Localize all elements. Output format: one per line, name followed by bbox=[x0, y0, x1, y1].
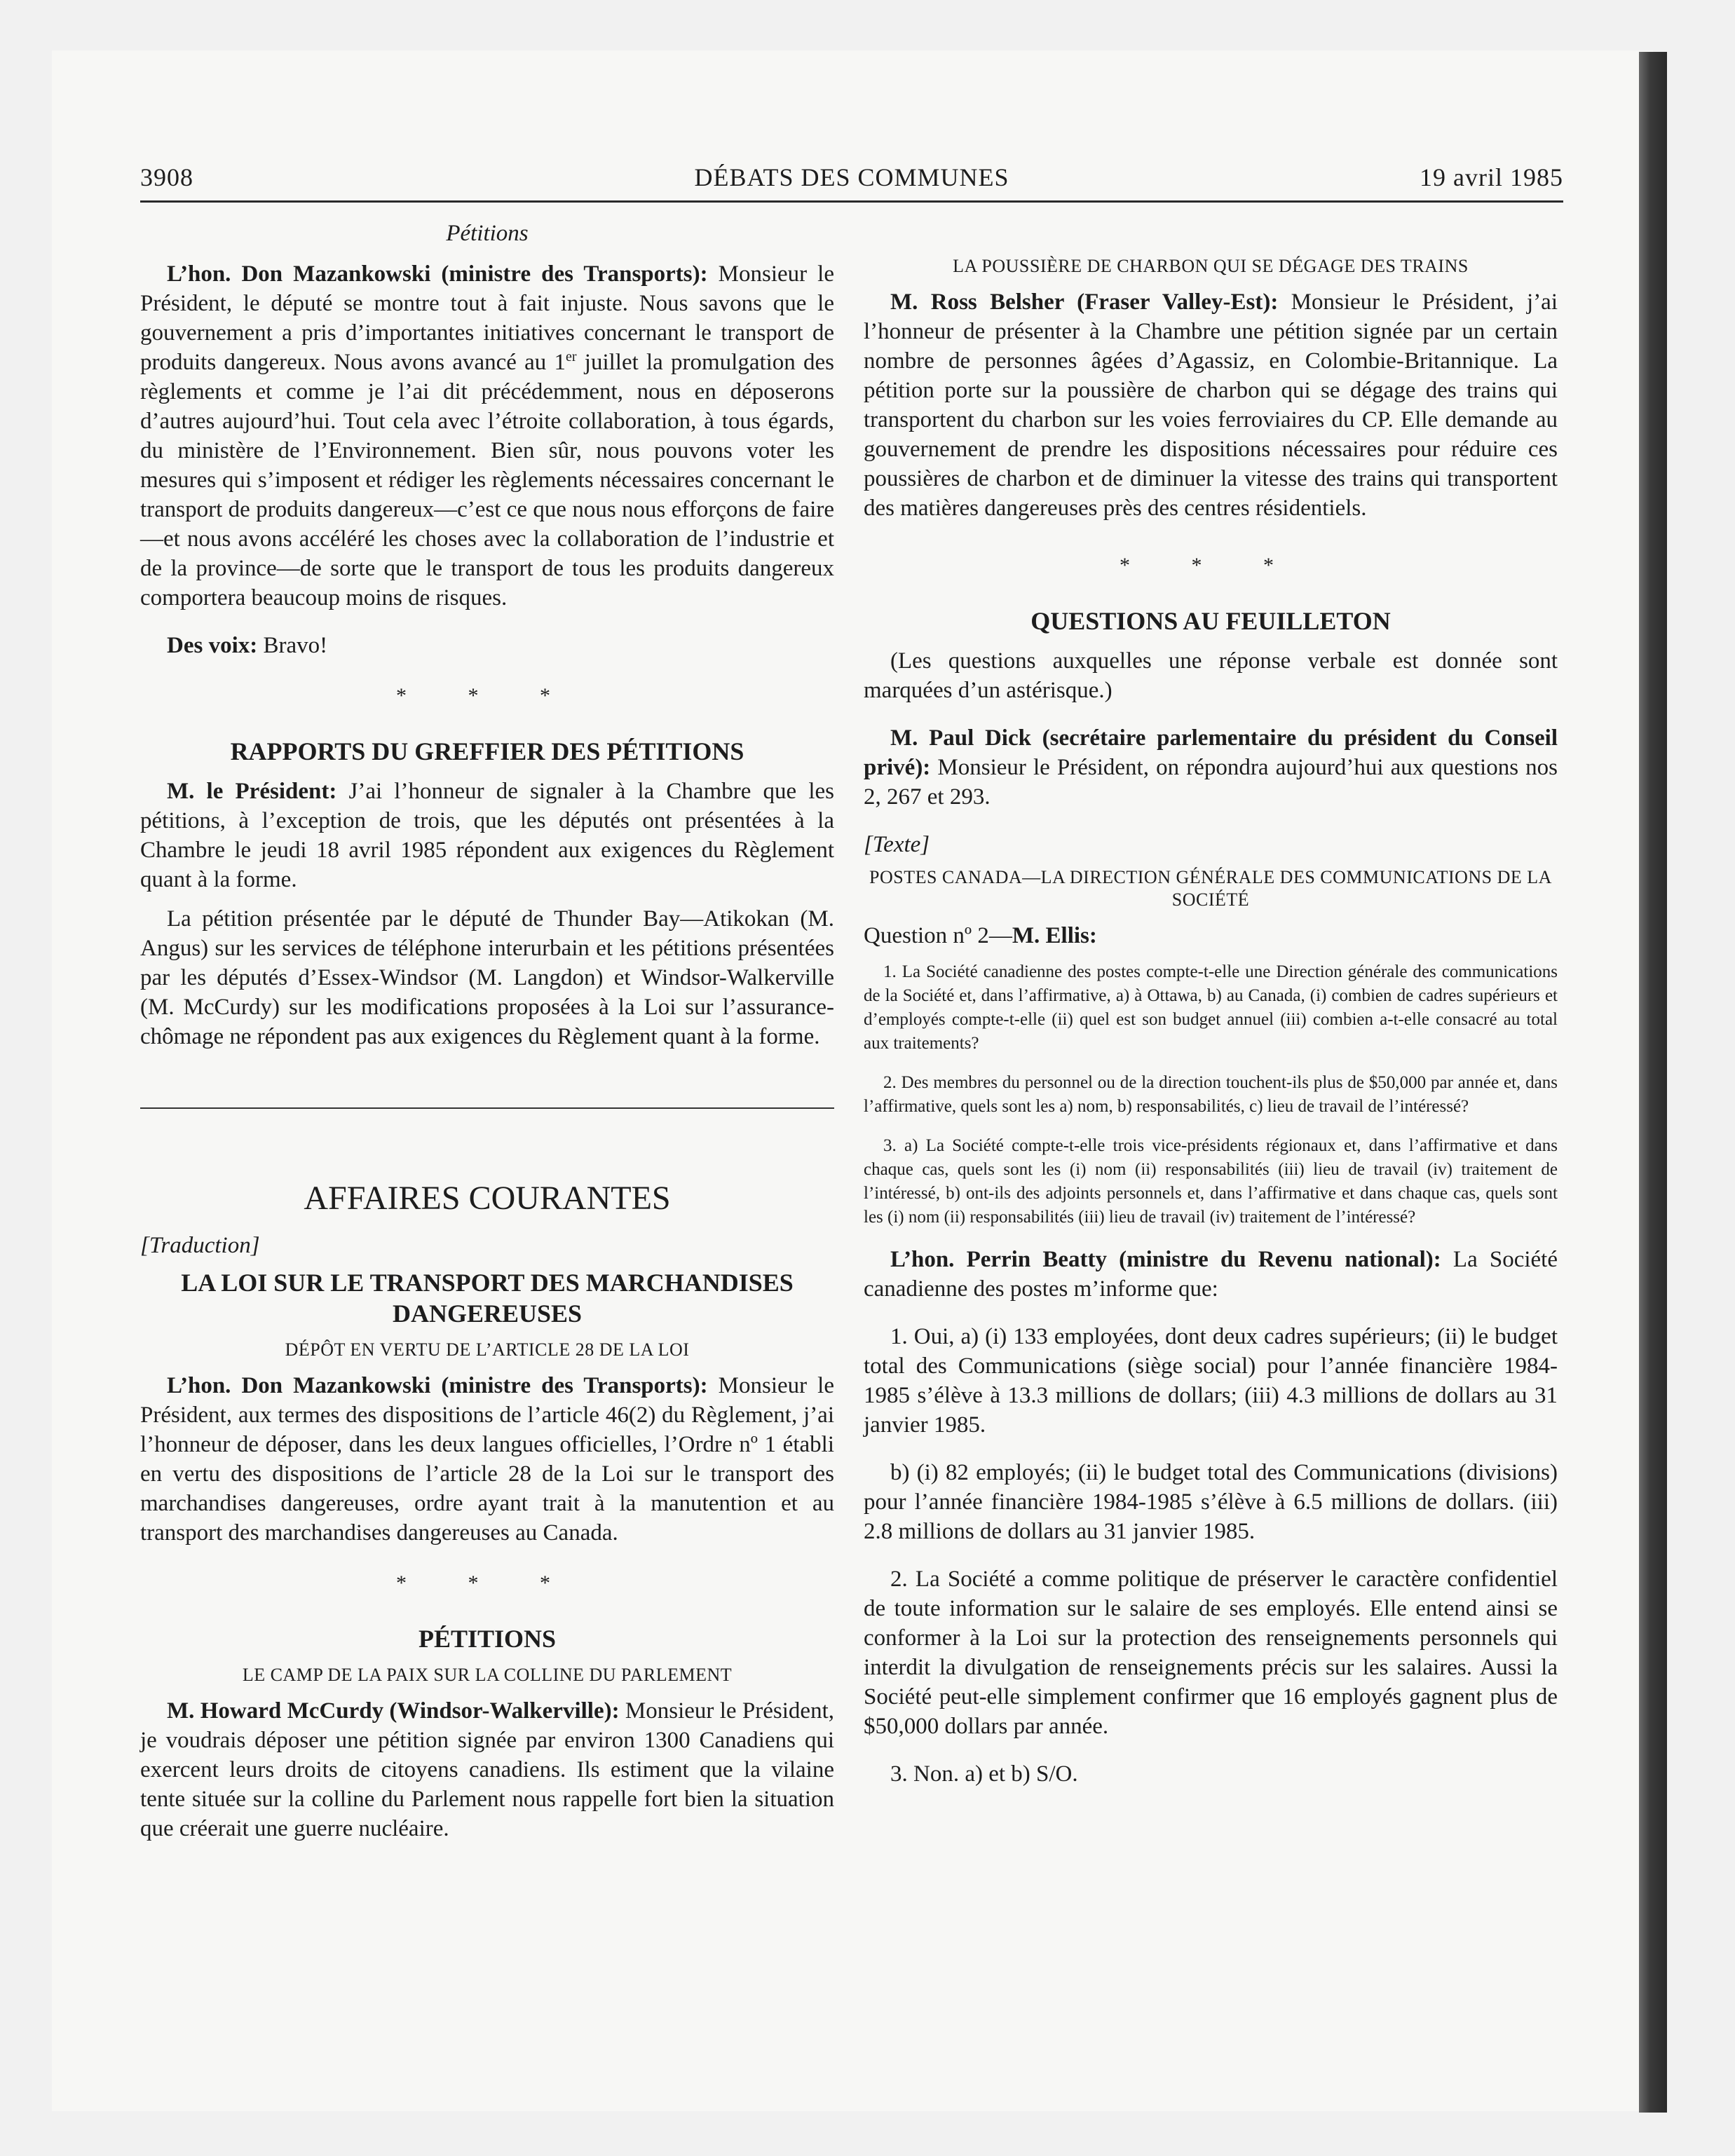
subheading: LE CAMP DE LA PAIX SUR LA COLLINE DU PARLEMENT bbox=[242, 1665, 733, 1685]
paragraph bbox=[140, 631, 834, 660]
question-item: 1. La Société canadienne des postes compte-t-elle une Direction générale des communications de la Société et, dans l’affirmative, a) à Ottawa, b) au Canada, (i) combien de cadres supérieurs et d’employés compte-t-elle (ii) quel est son budget annuel (iii) combien a-t-elle consacré au total aux traitements? bbox=[864, 962, 1558, 1053]
page-date: 19 avril 1985 bbox=[1420, 163, 1563, 191]
speaker: M. Howard McCurdy (Windsor-Walkerville): bbox=[167, 1698, 620, 1724]
paragraph-text: J’ai l’honneur de signaler à la Chambre que les pétitions, à l’exception de trois, que les députés ont présentées à la Chambre le jeudi 18 avril 1985 répondent aux exigences du Règlement quant à la forme. bbox=[140, 779, 835, 892]
major-heading: AFFAIRES COURANTES bbox=[304, 1180, 671, 1217]
paragraph-text: juillet la promulgation des règlements et comme je l’ai dit précédemment, nous en déposerons d’autres aujourd’hui. Tout cela avec l’étroite collaboration, à tous égards, du ministère de l’Environnement. Bien sûr, nous pouvons voter les mesures qui s’imposent et rédiger les règlements nécessaires concernant le transport de produits dangereux—c’est ce que nous nous efforçons de faire—et nous avons accéléré les choses avec la collaboration de l’industrie et de la province—de sorte que le transport de tous les produits dangereux comportera beaucoup moins de risques. bbox=[140, 350, 835, 610]
speaker: M. le Président: bbox=[167, 779, 337, 804]
paragraph-text: La Société canadienne des postes m’informe que: bbox=[864, 1247, 1558, 1302]
paragraph bbox=[864, 1245, 1558, 1304]
section-rule bbox=[140, 1107, 834, 1109]
section-label-petitions: Pétitions bbox=[446, 221, 529, 246]
paragraph bbox=[140, 1371, 834, 1548]
answer-item: b) (i) 82 employés; (ii) le budget total des Communications (divisions) pour l’année financière 1984-1985 s’élève à 6.5 millions de dollars. (iii) 2.8 millions de dollars au 31 janvier 1985. bbox=[864, 1460, 1558, 1544]
speaker: L’hon. Perrin Beatty (ministre du Revenu national): bbox=[890, 1247, 1441, 1272]
speaker: L’hon. Don Mazankowski (ministre des Transports): bbox=[167, 1373, 708, 1398]
paragraph: La pétition présentée par le député de Thunder Bay—Atikokan (M. Angus) sur les services de téléphone interurbain et les pétitions présentées par les députés d’Essex-Windsor (M. Langdon) et Windsor-Walkerville (M. McCurdy) sur les modifications proposées à la Loi sur l’assurance-chômage ne répondent pas aux exigences du Règlement quant à la forme. bbox=[140, 906, 834, 1049]
scan-edge bbox=[1639, 52, 1667, 2113]
translation-note: [Traduction] bbox=[140, 1233, 260, 1258]
paragraph-text: Monsieur le Président, le député se montre tout à fait injuste. Nous savons que le gouvernement a pris d’importantes initiatives concernant le transport de produits dangereux. Nous avons avancé au 1 bbox=[140, 261, 834, 375]
paragraph-text: Monsieur le Président, j’ai l’honneur de présenter à la Chambre une pétition signée par un certain nombre de personnes âgées d’Agassiz, en Colombie-Britannique. La pétition porte sur la poussière de charbon qui se dégage des trains qui transportent du charbon sur les voies ferroviaires du CP. Elle demande au gouvernement de prendre les dispositions nécessaires pour réduire ces poussières de charbon et de diminuer la vitesse des trains qui transportent des matières dangereuses près des centres résidentiels. bbox=[864, 289, 1558, 521]
question-number: Question nº 2— bbox=[864, 923, 1012, 948]
right-column bbox=[864, 219, 1558, 1807]
subheading: POSTES CANADA—LA DIRECTION GÉNÉRALE DES COMMUNICATIONS DE LA SOCIÉTÉ bbox=[869, 867, 1552, 910]
paragraph: (Les questions auxquelles une réponse verbale est donnée sont marquées d’un astérisque.) bbox=[864, 648, 1558, 703]
page-number: 3908 bbox=[140, 163, 193, 191]
section-heading: QUESTIONS AU FEUILLETON bbox=[1030, 607, 1391, 635]
answer-item: 2. La Société a comme politique de préserver le caractère confidentiel de toute information sur le salaire de ses employés. Elle entend ainsi se conformer à la Loi sur la protection des renseignements personnels qui interdit la divulgation de renseignements précis sur les salaires. Aussi la Société peut-elle simplement confirmer que 16 employés gagnent plus de $50,000 dollars par année. bbox=[864, 1567, 1558, 1739]
section-heading: RAPPORTS DU GREFFIER DES PÉTITIONS bbox=[230, 737, 744, 765]
paragraph-text: Monsieur le Président, on répondra aujourd’hui aux questions nos 2, 267 et 293. bbox=[864, 755, 1558, 810]
publication-title: DÉBATS DES COMMUNES bbox=[694, 163, 1009, 191]
paragraph bbox=[140, 259, 834, 613]
text-note: [Texte] bbox=[864, 832, 930, 857]
speaker: Des voix: bbox=[167, 633, 258, 658]
section-separator-stars: * * * bbox=[1120, 554, 1302, 577]
section-heading: LA LOI SUR LE TRANSPORT DES MARCHANDISES DANGEREUSES bbox=[181, 1269, 794, 1328]
paragraph-text: Monsieur le Président, aux termes des dispositions de l’article 46(2) du Règlement, j’ai l’honneur de déposer, dans les deux langues officielles, l’Ordre nº 1 établi en vertu des dispositions de l’article 28 de la Loi sur le transport des marchandises dangereuses, ordre ayant trait à la manutention et au transport des marchandises dangereuses au Canada. bbox=[140, 1373, 834, 1546]
subheading: DÉPÔT EN VERTU DE L’ARTICLE 28 DE LA LOI bbox=[285, 1339, 690, 1360]
question-member: M. Ellis: bbox=[1012, 923, 1097, 948]
speaker: L’hon. Don Mazankowski (ministre des Transports): bbox=[167, 261, 708, 287]
header-rule bbox=[140, 200, 1563, 203]
speaker: M. Paul Dick (secrétaire parlementaire du président du Conseil privé): bbox=[864, 725, 1558, 780]
paragraph-text: Monsieur le Président, je voudrais déposer une pétition signée par environ 1300 Canadiens qui exercent leurs droits de citoyens canadiens. Ils estiment que la vilaine tente située sur la colline du Parlement nous rappelle fort bien la situation que créerait une guerre nucléaire. bbox=[140, 1698, 834, 1841]
paragraph bbox=[864, 723, 1558, 812]
question-item: 3. a) La Société compte-t-elle trois vice-présidents régionaux et, dans l’affirmative et dans chaque cas, quels sont les (i) nom (ii) responsabilités (iii) lieu de travail (iv) traitement de l’intéressé, b) ont-ils des adjoints personnels et, dans l’affirmative et dans chaque cas, quels sont les (i) nom (ii) responsabilités (iii) lieu de travail (iv) traitement de l’intéressé? bbox=[864, 1136, 1558, 1227]
left-column bbox=[140, 219, 834, 1862]
speaker: M. Ross Belsher (Fraser Valley-Est): bbox=[890, 289, 1279, 315]
page-header bbox=[140, 163, 1563, 202]
answer-item: 1. Oui, a) (i) 133 employées, dont deux cadres supérieurs; (ii) le budget total des Communications (siège social) pour l’année financière 1984-1985 s’élève à 13.3 millions de dollars; (iii) 4.3 millions de dollars au 31 janvier 1985. bbox=[864, 1324, 1558, 1438]
section-separator-stars: * * * bbox=[396, 684, 578, 707]
paragraph bbox=[140, 1696, 834, 1843]
paragraph bbox=[864, 287, 1558, 523]
answer-item: 3. Non. a) et b) S/O. bbox=[890, 1761, 1078, 1787]
section-heading: PÉTITIONS bbox=[418, 1625, 557, 1653]
subheading: LA POUSSIÈRE DE CHARBON QUI SE DÉGAGE DES TRAINS bbox=[953, 256, 1469, 276]
paragraph-text: Bravo! bbox=[257, 633, 328, 658]
paragraph bbox=[140, 777, 834, 894]
section-separator-stars: * * * bbox=[396, 1571, 578, 1595]
question-item: 2. Des membres du personnel ou de la direction touchent-ils plus de $50,000 par année et, dans l’affirmative, quels sont les a) nom, b) responsabilités, c) lieu de travail de l’intéressé? bbox=[864, 1073, 1558, 1116]
superscript: er bbox=[566, 349, 577, 364]
question-label bbox=[864, 921, 1558, 950]
